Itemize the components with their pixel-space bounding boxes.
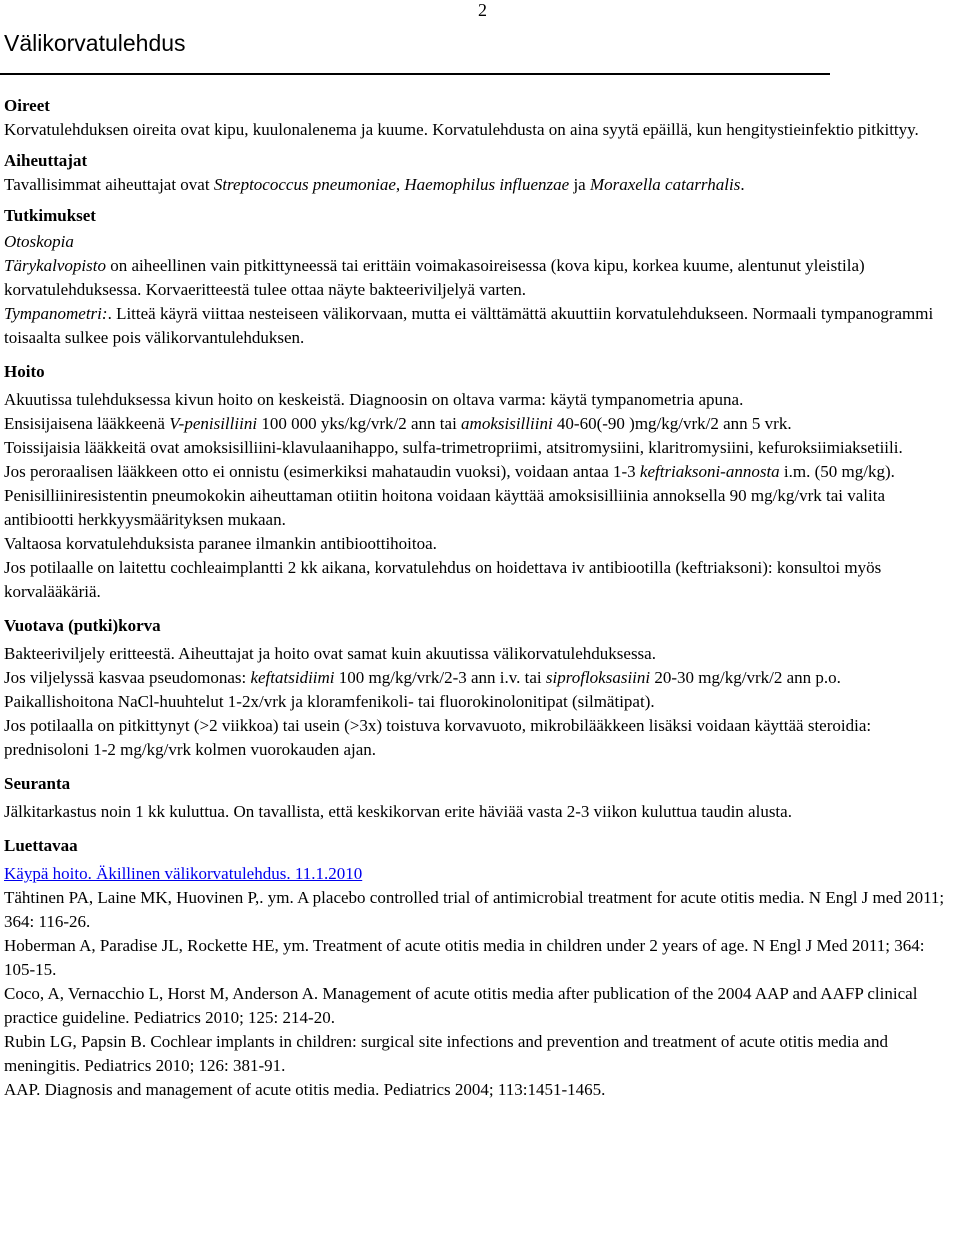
page-title: Välikorvatulehdus [4, 30, 186, 56]
heading-oireet: Oireet [4, 96, 50, 115]
heading-seuranta: Seuranta [4, 774, 71, 793]
hoito-paragraph-5: Penisilliiniresistentin pneumokokin aiheuttaman otiitin hoitona voidaan käyttää amoksisilliinia annoksella 90 mg/kg/vrk tai valita antibiootti herkkyysmäärityksen mukaan. [4, 486, 886, 529]
aiheuttajat-text [4, 173, 958, 197]
otoskopia-label: Otoskopia [4, 232, 74, 251]
oireet-text: Korvatulehduksen oireita ovat kipu, kuulonalenema ja kuume. Korvatulehdusta on aina syytä epäillä, kun hengitystieinfektio pitkittyy. [4, 120, 919, 139]
tarykalvopisto-term: Tärykalvopisto [4, 256, 106, 275]
tarykalvopisto-desc: on aiheellinen vain pitkittyneessä tai erittäin voimakasoireisessa (kova kipu, korkea kuume, alentunut yleistila) korvatulehduksessa. Korvaeritteestä tulee ottaa näyte bakteeriviljelyä varten. [4, 256, 865, 299]
text-run: Ensisijaisena lääkkeenä [4, 414, 170, 433]
organism-streptococcus: Streptococcus pneumoniae [213, 175, 396, 194]
kaypa-hoito-link[interactable]: Käypä hoito. Äkillinen välikorvatulehdus. 11.1.2010 [4, 864, 363, 883]
heading-vuotava-korva: Vuotava (putki)korva [4, 616, 161, 635]
vuotava-paragraph-3: Paikallishoitona NaCl-huuhtelut 1-2x/vrk ja kloramfenikoli- tai fluorokinolonitipat (silmätipat). [4, 692, 655, 711]
organism-haemophilus: Haemophilus influenzae [404, 175, 570, 194]
sentence-end: . [740, 175, 745, 194]
hoito-paragraph-7: Jos potilaalle on laitettu cochleaimplantti 2 kk aikana, korvatulehdus on hoidettava iv antibiootilla (keftriaksoni): konsultoi myös korvalääkäriä. [4, 558, 882, 601]
text-run: 100 mg/kg/vrk/2-3 ann i.v. tai [334, 668, 546, 687]
text-run: 100 000 yks/kg/vrk/2 ann tai [257, 414, 462, 433]
document-body [4, 94, 958, 1102]
drug-keftriaksoni: keftriaksoni-annosta [639, 462, 780, 481]
vuotava-paragraph-2 [4, 666, 958, 690]
drug-amoksisilliini: amoksisilliini [461, 414, 553, 433]
drug-v-penisilliini: V-penisilliini [169, 414, 258, 433]
page-number: 2 [478, 0, 487, 20]
seuranta-paragraph-1: Jälkitarkastus noin 1 kk kuluttua. On tavallista, että keskikorvan erite häviää vasta 2-3 viikon kuluttua taudin alusta. [4, 802, 792, 821]
reference-item: AAP. Diagnosis and management of acute otitis media. Pediatrics 2004; 113:1451-1465. [4, 1080, 606, 1099]
hoito-paragraph-6: Valtaosa korvatulehduksista paranee ilmankin antibioottihoitoa. [4, 534, 437, 553]
heading-aiheuttajat: Aiheuttajat [4, 151, 88, 170]
hoito-paragraph-1: Akuutissa tulehduksessa kivun hoito on keskeistä. Diagnoosin on oltava varma: käytä tympanometria apuna. [4, 390, 744, 409]
text-run: Jos peroraalisen lääkkeen otto ei onnistu (esimerkiksi mahataudin vuoksi), voidaan antaa 1-3 [4, 462, 640, 481]
reference-item: Coco, A, Vernacchio L, Horst M, Anderson A. Management of acute otitis media after publication of the 2004 AAP and AAFP clinical practice guideline. Pediatrics 2010; 125: 214-20. [4, 984, 918, 1027]
title-divider [0, 73, 830, 75]
tarykalvopisto-text [4, 254, 958, 302]
tympanometri-desc: . Litteä käyrä viittaa nesteiseen välikorvaan, mutta ei välttämättä akuuttiin korvatulehdukseen. Normaali tympanogrammi toisaalta sulkee pois välikorvantulehduksen. [4, 304, 934, 347]
drug-siprofloksasiini: siprofloksasiini [545, 668, 651, 687]
tympanometri-text [4, 302, 958, 350]
reference-item: Hoberman A, Paradise JL, Rockette HE, ym. Treatment of acute otitis media in children under 2 years of age. N Engl J Med 2011; 364: 105-15. [4, 936, 925, 979]
separator: , [395, 175, 405, 194]
text-run: 20-30 mg/kg/vrk/2 ann p.o. [650, 668, 841, 687]
organism-moraxella: Moraxella catarrhalis [589, 175, 741, 194]
tympanometri-term: Tympanometri: [4, 304, 108, 323]
vuotava-paragraph-4: Jos potilaalla on pitkittynyt (>2 viikkoa) tai usein (>3x) toistuva korvavuoto, mikrobilääkkeen lisäksi voidaan käyttää steroidia: prednisoloni 1-2 mg/kg/vrk kolmen vuorokauden ajan. [4, 716, 872, 759]
text-run: Jos viljelyssä kasvaa pseudomonas: [4, 668, 251, 687]
text-run: 40-60(-90 )mg/kg/vrk/2 ann 5 vrk. [552, 414, 792, 433]
reference-item: Rubin LG, Papsin B. Cochlear implants in children: surgical site infections and prevention and treatment of acute otitis media and meningitis. Pediatrics 2010; 126: 381-91. [4, 1032, 888, 1075]
heading-tutkimukset: Tutkimukset [4, 206, 96, 225]
reference-item: Tähtinen PA, Laine MK, Huovinen P,. ym. A placebo controlled trial of antimicrobial treatment for acute otitis media. N Engl J med 2011; 364: 116-26. [4, 888, 945, 931]
text-run: i.m. (50 mg/kg). [779, 462, 895, 481]
hoito-paragraph-2 [4, 412, 958, 436]
hoito-paragraph-4 [4, 460, 958, 484]
separator: ja [569, 175, 590, 194]
heading-luettavaa: Luettavaa [4, 836, 78, 855]
vuotava-paragraph-1: Bakteeriviljely eritteestä. Aiheuttajat ja hoito ovat samat kuin akuutissa välikorvatulehduksessa. [4, 644, 656, 663]
heading-hoito: Hoito [4, 362, 45, 381]
hoito-paragraph-3: Toissijaisia lääkkeitä ovat amoksisilliini-klavulaanihappo, sulfa-trimetropriimi, atsitromysiini, klaritromysiini, kefuroksiimiaksetiili. [4, 438, 903, 457]
drug-keftatsidiimi: keftatsidiimi [250, 668, 335, 687]
aiheuttajat-prefix: Tavallisimmat aiheuttajat ovat [4, 175, 214, 194]
